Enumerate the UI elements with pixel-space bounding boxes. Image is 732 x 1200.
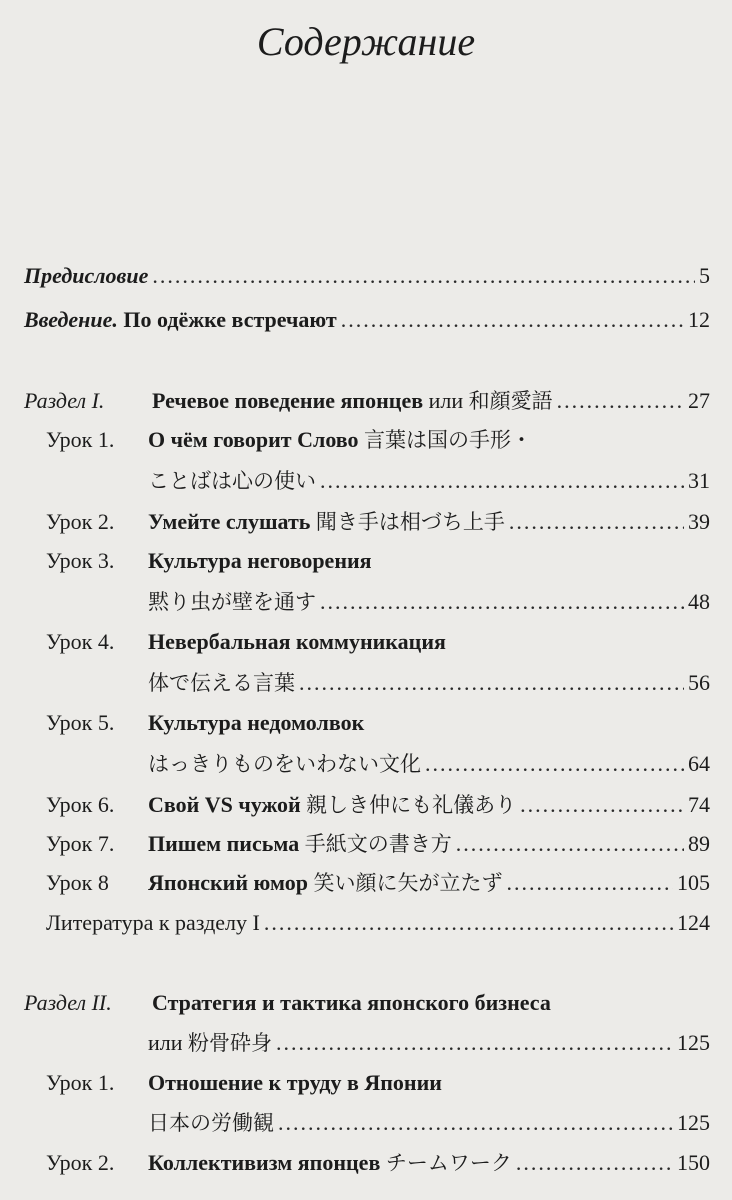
toc-entry-section-2-2[interactable] [148, 1029, 710, 1057]
lesson-title: Коллективизм японцев [148, 1150, 381, 1175]
section-2-subtitle [148, 1029, 272, 1057]
intro-label: Введение. [24, 307, 118, 332]
toc-entry-preface[interactable] [24, 262, 710, 290]
lesson-text [46, 791, 516, 819]
toc-entry-lesson-8[interactable] [46, 869, 710, 897]
lesson-number: Урок 1. [46, 1070, 115, 1095]
lesson-jp: 黙り虫が壁を通す [148, 590, 316, 614]
page-number: 150 [677, 1150, 710, 1175]
lesson-number: Урок 8 [46, 870, 109, 895]
dot-leader [278, 1109, 673, 1137]
lesson-title: Культура неговорения [148, 548, 372, 573]
section-1-label: Раздел I. [24, 388, 105, 413]
section-2-text [24, 989, 551, 1017]
section-1-jp: 和顔愛語 [468, 389, 553, 413]
page-title: Содержание [256, 19, 476, 64]
dot-leader [506, 869, 673, 897]
lesson-text [46, 547, 372, 575]
dot-leader [152, 262, 695, 290]
lesson-text [46, 869, 502, 897]
lesson-number: Урок 1. [46, 427, 115, 452]
dot-leader [320, 588, 684, 616]
toc-entry-section-1[interactable] [24, 387, 710, 415]
lesson-title: Японский юмор [148, 870, 308, 895]
intro-title: По одёжке встречают [123, 307, 337, 332]
toc-entry-lesson-3-2[interactable] [148, 588, 710, 616]
lesson-jp: はっきりものをいわない文化 [148, 752, 421, 776]
lesson-number: Урок 6. [46, 792, 115, 817]
lesson-jp: 親しき仲にも礼儀あり [306, 793, 517, 817]
lesson-jp: 日本の労働観 [148, 1111, 274, 1135]
toc-entry-lesson-5-2[interactable] [148, 750, 710, 778]
lesson-jp-continued: ことばは心の使い [148, 469, 316, 493]
toc-entry-literature-1[interactable] [46, 909, 710, 937]
lesson-number: Урок 4. [46, 629, 115, 654]
literature-label: Литература к разделу I [46, 910, 260, 935]
page-number: 48 [688, 589, 710, 614]
page-number: 124 [677, 910, 710, 935]
page-number: 39 [688, 509, 710, 534]
page-number: 89 [688, 831, 710, 856]
lesson-jp: チームワーク [385, 1151, 512, 1175]
dot-leader [520, 791, 684, 819]
lesson-text [46, 508, 505, 536]
page-number: 125 [677, 1030, 710, 1055]
toc-entry-s2-lesson-1-2[interactable] [148, 1109, 710, 1137]
toc-entry-lesson-3-1[interactable] [46, 547, 710, 575]
lesson-number: Урок 7. [46, 831, 115, 856]
lesson-number: Урок 2. [46, 1150, 115, 1175]
lesson-title: Пишем письма [148, 831, 300, 856]
intro-text [24, 306, 337, 334]
page-number: 27 [688, 388, 710, 413]
toc-entry-lesson-1-2[interactable] [148, 467, 710, 495]
toc-entry-lesson-2[interactable] [46, 508, 710, 536]
page-number: 74 [688, 792, 710, 817]
dot-leader [425, 750, 684, 778]
section-1-title: Речевое поведение японцев [152, 388, 424, 413]
toc-entry-lesson-1-1[interactable] [46, 426, 710, 454]
page-number: 56 [688, 670, 710, 695]
lesson-jp: 手紙文の書き方 [304, 832, 452, 856]
toc-entry-lesson-5-1[interactable] [46, 709, 710, 737]
page-number: 105 [677, 870, 710, 895]
dot-leader [276, 1029, 673, 1057]
section-2-label: Раздел II. [24, 990, 112, 1015]
lesson-text [46, 830, 452, 858]
page-number: 5 [699, 263, 710, 288]
lesson-text [46, 709, 364, 737]
preface-label: Предисловие [24, 263, 149, 288]
lesson-title: Свой VS чужой [148, 792, 301, 817]
section-2-jp: 粉骨砕身 [188, 1031, 273, 1055]
lesson-text [46, 1149, 512, 1177]
toc-entry-intro[interactable] [24, 306, 710, 334]
page-number: 64 [688, 751, 710, 776]
toc-entry-lesson-4-2[interactable] [148, 669, 710, 697]
dot-leader [456, 830, 684, 858]
lesson-title: Отношение к труду в Японии [148, 1070, 442, 1095]
lesson-jp: 笑い顔に矢が立たず [313, 871, 503, 895]
lesson-jp: 聞き手は相づち上手 [315, 510, 505, 534]
lesson-text [46, 1069, 442, 1097]
dot-leader [509, 508, 684, 536]
dot-leader [264, 909, 673, 937]
lesson-text [46, 628, 446, 656]
toc-entry-section-2-1[interactable] [24, 989, 710, 1017]
lesson-title: Умейте слушать [148, 509, 311, 534]
lesson-jp: 言葉は国の手形・ [364, 428, 533, 452]
dot-leader [299, 669, 684, 697]
page-number: 125 [677, 1110, 710, 1135]
toc-entry-s2-lesson-1-1[interactable] [46, 1069, 710, 1097]
section-2-title: Стратегия и тактика японского бизнеса [152, 990, 551, 1015]
toc-entry-lesson-6[interactable] [46, 791, 710, 819]
lesson-number: Урок 5. [46, 710, 115, 735]
section-1-text [24, 387, 553, 415]
dot-leader [516, 1149, 673, 1177]
lesson-title: Невербальная коммуникация [148, 629, 446, 654]
toc-entry-lesson-7[interactable] [46, 830, 710, 858]
section-1-ili: или [428, 388, 464, 413]
dot-leader [557, 387, 684, 415]
page-number: 31 [688, 468, 710, 493]
lesson-text [46, 426, 532, 454]
lesson-number: Урок 3. [46, 548, 115, 573]
toc-entry-s2-lesson-2[interactable] [46, 1149, 710, 1177]
lesson-number: Урок 2. [46, 509, 115, 534]
dot-leader [320, 467, 684, 495]
dot-leader [341, 306, 684, 334]
page-number: 12 [688, 307, 710, 332]
section-2-ili: или [148, 1030, 183, 1055]
lesson-title: Культура недомолвок [148, 710, 365, 735]
toc-entry-lesson-4-1[interactable] [46, 628, 710, 656]
lesson-jp: 体で伝える言葉 [148, 671, 295, 695]
lesson-title: О чём говорит Слово [148, 427, 359, 452]
